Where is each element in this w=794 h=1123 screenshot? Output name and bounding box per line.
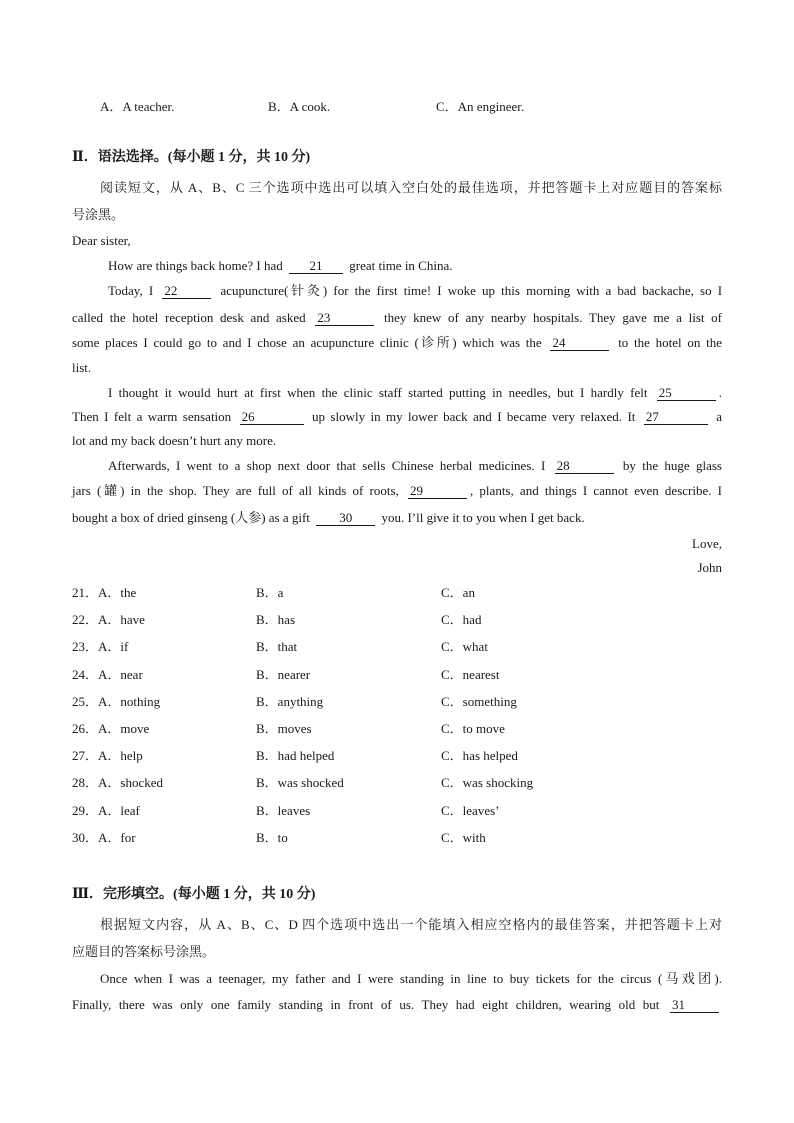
option-c: C．what: [441, 639, 488, 654]
option-b: B．was shocked: [256, 775, 344, 790]
text: some places I could go to and I chose an acupuncture clinic (诊所) which was the: [72, 335, 542, 350]
blank-27: 27: [644, 409, 708, 425]
blank-21: 21: [289, 258, 343, 274]
blank-22: 22: [162, 283, 211, 299]
text: called the hotel reception desk and asked: [72, 310, 306, 325]
section-2-heading: Ⅱ．语法选择。(每小题 1 分，共 10 分): [72, 150, 311, 165]
passage-2-line-3: [72, 309, 722, 327]
passage-2-line-9: [72, 457, 722, 475]
question-number-option-a: [72, 693, 160, 711]
passage-2-line-10: [72, 482, 722, 500]
blank-28: 28: [555, 458, 614, 474]
question-number: 24．: [72, 667, 99, 682]
text: they knew of any nearby hospitals. They gave me a list of: [384, 310, 723, 325]
question-number-option-a: [72, 611, 145, 629]
text: you. I’ll give it to you when I get back.: [381, 510, 585, 525]
passage-2-line-7: [72, 408, 722, 426]
option-c: C．to move: [441, 721, 505, 736]
section-3-heading: Ⅲ．完形填空。(每小题 1 分，共 10 分): [72, 887, 316, 902]
question-number-option-a: [72, 747, 143, 765]
option-b: B．moves: [256, 721, 312, 736]
question-number-option-a: [72, 638, 128, 656]
text: Finally, there was only one family standing in front of us. They had eight children, wearing old but: [72, 997, 660, 1012]
option-a: A．near: [98, 667, 143, 682]
question-number: 27．: [72, 748, 99, 763]
passage-2-line-2: [72, 282, 722, 300]
option-a: A．leaf: [98, 803, 140, 818]
question-number-option-a: [72, 774, 163, 792]
passage-2-line-8: lot and my back doesn’t hurt any more.: [72, 433, 277, 448]
passage-2-line-5: list.: [72, 360, 92, 375]
blank-23: 23: [315, 310, 374, 326]
option-a: A．if: [98, 639, 129, 654]
letter-closing: Love,: [692, 536, 722, 551]
option-b: B．had helped: [256, 748, 335, 763]
passage-2-line-4: [72, 334, 722, 352]
section-2-instruction-line-2: 号涂黑。: [72, 207, 125, 222]
top-option-c: C．An engineer.: [436, 99, 525, 114]
option-b: B．a: [256, 585, 284, 600]
passage-3-line-2: [72, 996, 722, 1014]
option-a: A．move: [98, 721, 150, 736]
option-b: B．leaves: [256, 803, 311, 818]
option-c: C．had: [441, 612, 482, 627]
top-option-b: B．A cook.: [268, 99, 331, 114]
option-b: B．to: [256, 830, 288, 845]
text: a: [716, 409, 723, 424]
question-number-option-a: [72, 802, 140, 820]
passage-2-line-11: [72, 509, 585, 527]
question-number: 25．: [72, 694, 99, 709]
question-number-option-a: [72, 584, 136, 602]
option-c: C．was shocking: [441, 775, 534, 790]
text: , plants, and things I cannot even describe. I: [470, 483, 723, 498]
option-b: B．nearer: [256, 667, 311, 682]
option-c: C．has helped: [441, 748, 518, 763]
top-option-a: A．A teacher.: [100, 99, 175, 114]
text: Today, I: [108, 283, 154, 298]
option-a: A．shocked: [98, 775, 164, 790]
option-c: C．leaves’: [441, 803, 500, 818]
text: How are things back home? I had: [108, 258, 283, 273]
blank-30: 30: [316, 510, 375, 526]
text: .: [718, 385, 723, 400]
blank-25: 25: [657, 385, 716, 401]
option-a: A．help: [98, 748, 143, 763]
text: up slowly in my lower back and I became very relaxed. It: [312, 409, 636, 424]
question-number: 21．: [72, 585, 99, 600]
question-number-option-a: [72, 720, 149, 738]
question-number: 23．: [72, 639, 99, 654]
question-number-option-a: [72, 829, 136, 847]
passage-2-line-6: [72, 384, 722, 402]
option-b: B．has: [256, 612, 296, 627]
text: by the huge glass: [622, 458, 722, 473]
blank-31: 31: [670, 997, 719, 1013]
option-c: C．with: [441, 830, 486, 845]
text: I thought it would hurt at first when the clinic staff started putting in needles, but I hardly felt: [108, 385, 648, 400]
question-number: 29．: [72, 803, 99, 818]
option-c: C．something: [441, 694, 517, 709]
option-c: C．an: [441, 585, 475, 600]
letter-signature: John: [697, 560, 722, 575]
blank-26: 26: [240, 409, 304, 425]
text: to the hotel on the: [618, 335, 723, 350]
option-a: A．have: [98, 612, 145, 627]
section-3-instruction-line-1: 根据短文内容，从 A、B、C、D 四个选项中选出一个能填入相应空格内的最佳答案，并把答题卡上对: [100, 917, 722, 932]
passage-3-line-1: Once when I was a teenager, my father and I were standing in line to buy tickets for the circus (马戏团).: [100, 971, 722, 986]
text: jars (罐) in the shop. They are full of all kinds of roots,: [72, 483, 399, 498]
option-a: A．the: [98, 585, 137, 600]
question-number: 28．: [72, 775, 99, 790]
option-a: A．nothing: [98, 694, 161, 709]
question-number-option-a: [72, 666, 143, 684]
question-number: 30．: [72, 830, 99, 845]
option-c: C．nearest: [441, 667, 500, 682]
text: acupuncture(针灸) for the first time! I woke up this morning with a bad backache, so I: [220, 283, 723, 298]
text: Then I felt a warm sensation: [72, 409, 232, 424]
text: bought a box of dried ginseng (人参) as a gift: [72, 510, 310, 525]
question-number: 26．: [72, 721, 99, 736]
section-3-instruction-line-2: 应题目的答案标号涂黑。: [72, 944, 216, 959]
question-number: 22．: [72, 612, 99, 627]
option-b: B．that: [256, 639, 298, 654]
option-a: A．for: [98, 830, 136, 845]
text: Afterwards, I went to a shop next door that sells Chinese herbal medicines. I: [108, 458, 546, 473]
letter-salutation: Dear sister,: [72, 233, 131, 248]
option-b: B．anything: [256, 694, 324, 709]
blank-24: 24: [550, 335, 609, 351]
section-2-instruction-line-1: 阅读短文，从 A、B、C 三个选项中选出可以填入空白处的最佳选项，并把答题卡上对应题目的答案标: [100, 180, 722, 195]
text: great time in China.: [349, 258, 453, 273]
passage-2-line-1: [108, 257, 453, 275]
blank-29: 29: [408, 483, 467, 499]
